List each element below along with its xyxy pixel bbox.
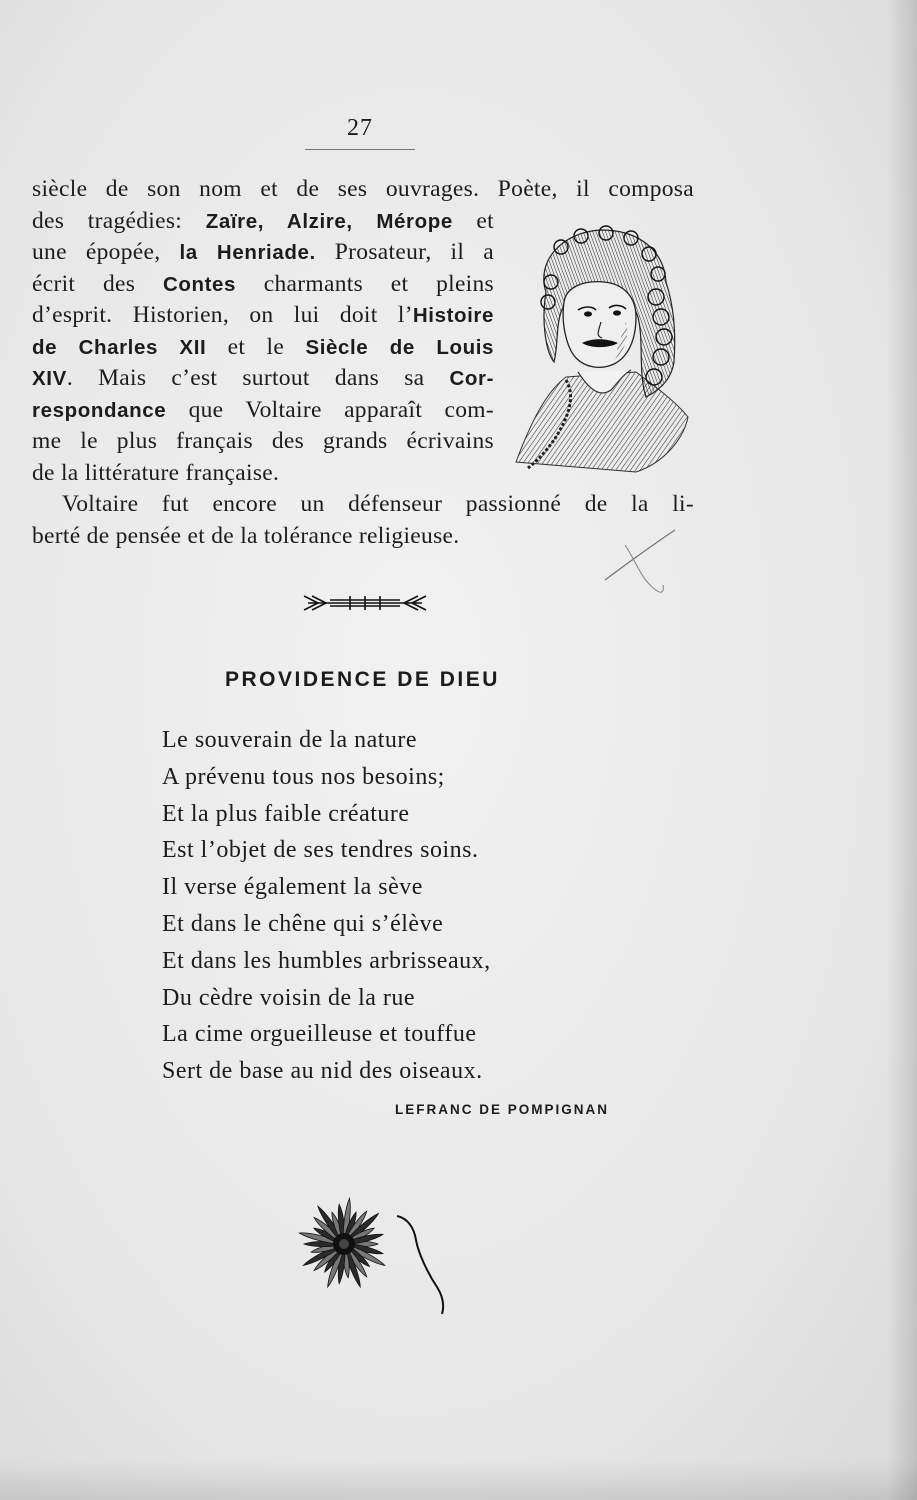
prose-text: Voltaire fut encore un défenseur passionné de la li- [62, 491, 694, 517]
prose-line [32, 174, 694, 206]
poem-verse: Du cèdre voisin de la rue [162, 984, 416, 1011]
prose-line [32, 237, 494, 269]
prose-text: écrit des [32, 270, 163, 297]
poem-verse: La cime orgueilleuse et touffue [162, 1021, 477, 1048]
bold-title-text: Histoire [412, 304, 494, 327]
prose-text: des tragédies: [32, 207, 206, 234]
prose-text: . Mais c’est surtout dans sa [66, 365, 450, 391]
poem-title: PROVIDENCE DE DIEU [225, 668, 500, 691]
prose-text: et le [206, 333, 306, 360]
voltaire-portrait-engraving-icon [506, 222, 696, 478]
bold-title-text: respondance [32, 398, 167, 422]
poem-verse: A prévenu tous nos besoins; [162, 763, 445, 790]
prose-text: berté de pensée et de la tolérance religieuse. [32, 522, 460, 549]
bold-title-text: Siècle de Louis [305, 335, 494, 359]
bold-title-text: de Charles XII [32, 335, 207, 359]
daisy-flower-icon [282, 1192, 452, 1317]
poem-verse: Sert de base au nid des oiseaux. [162, 1058, 483, 1085]
poem-verse: Et dans le chêne qui s’élève [162, 910, 444, 937]
prose-text: me le plus français des grands écrivains [32, 428, 494, 454]
poem-verse: Et dans les humbles arbrisseaux, [162, 947, 491, 974]
bold-title-text: Zaïre, Alzire, Mérope [205, 209, 453, 233]
bold-title-text: Contes [162, 272, 237, 296]
poem-stanza [162, 722, 612, 1090]
prose-line [32, 395, 494, 427]
bold-title-text: Cor- [449, 367, 494, 390]
prose-text: une épopée, [32, 239, 180, 265]
poem-verse: Le souverain de la nature [162, 727, 418, 753]
prose-text: que Voltaire apparaît com- [166, 396, 494, 423]
poem-verse: Est l’objet de ses tendres soins. [162, 837, 479, 864]
prose-line [32, 489, 694, 521]
poem-verse: Et la plus faible créature [162, 800, 410, 827]
bold-title-text: la Henriade. [179, 241, 316, 264]
bold-title-text: XIV [32, 367, 67, 390]
prose-line [32, 426, 494, 458]
poem-author: LEFRANC DE POMPIGNAN [395, 1102, 610, 1117]
arrow-ornament-icon [300, 592, 430, 614]
prose-line [32, 300, 494, 332]
page-number: 27 [347, 115, 373, 141]
page-number-rule [305, 149, 415, 150]
prose-text: charmants et pleins [236, 270, 494, 297]
prose-text: et [452, 207, 494, 234]
pencil-mark-icon [595, 525, 685, 600]
prose-text: de la littérature française. [32, 459, 280, 486]
prose-text: Prosateur, il a [315, 239, 494, 265]
poem-verse: Il verse également la sève [162, 874, 423, 901]
prose-line [32, 206, 494, 238]
prose-text: siècle de son nom et de ses ouvrages. Poète, il composa [32, 176, 694, 202]
prose-line [32, 332, 494, 364]
prose-line [32, 363, 494, 395]
prose-line [32, 269, 494, 301]
prose-text: d’esprit. Historien, on lui doit l’ [32, 302, 413, 328]
